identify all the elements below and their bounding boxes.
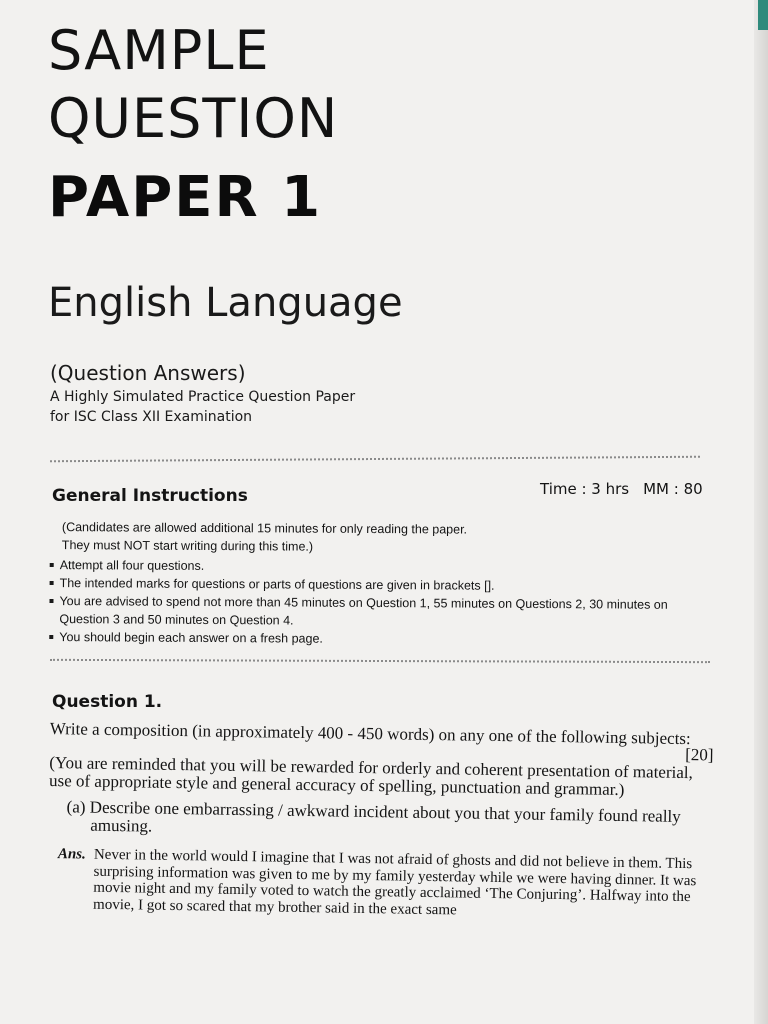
list-item: You should begin each answer on a fresh page. bbox=[47, 628, 687, 650]
title-line-2: QUESTION bbox=[48, 87, 339, 150]
divider-top bbox=[50, 456, 700, 463]
question-note: (You are reminded that you will be rewarded for orderly and coherent presentation of material, use of appropriate style and general accuracy of spelling, punctuation and grammar.) bbox=[48, 752, 693, 800]
instructions-block bbox=[47, 518, 688, 650]
note-line-1: (Candidates are allowed additional 15 minutes for only reading the paper. bbox=[61, 520, 468, 537]
title-line-3: PAPER 1 bbox=[48, 165, 323, 230]
time-and-marks bbox=[540, 480, 703, 498]
question-marks: [20] bbox=[685, 744, 714, 765]
instructions-list bbox=[47, 556, 688, 650]
question-prompt: Write a composition (in approximately 400 - 450 words) on any one of the following subjects: bbox=[49, 719, 691, 749]
list-item: Attempt all four questions. bbox=[48, 556, 688, 578]
description-line-1: A Highly Simulated Practice Question Paper bbox=[50, 389, 356, 405]
page-edge bbox=[754, 0, 768, 1024]
max-marks: MM : 80 bbox=[643, 480, 703, 498]
reading-time-note bbox=[48, 518, 688, 558]
page-corner bbox=[758, 0, 768, 30]
question-heading: Question 1. bbox=[52, 692, 163, 712]
question-body bbox=[47, 720, 714, 922]
general-instructions-heading: General Instructions bbox=[52, 486, 248, 506]
divider-bottom bbox=[50, 659, 710, 663]
list-item: The intended marks for questions or parts of questions are given in brackets []. bbox=[48, 574, 688, 596]
note-line-2: They must NOT start writing during this time.) bbox=[61, 538, 314, 554]
list-item: You are advised to spend not more than 45 minutes on Question 1, 55 minutes on Questions 2, 30 minutes on Question 3 and 50 minutes on Question 4. bbox=[47, 592, 687, 632]
answer bbox=[47, 846, 712, 922]
title-line-1: SAMPLE bbox=[48, 19, 270, 82]
subject-title: English Language bbox=[48, 280, 403, 326]
answer-label: Ans. bbox=[57, 846, 86, 863]
option-a: (a) Describe one embarrassing / awkward incident about you that your family found really amusing. bbox=[66, 797, 681, 836]
subtitle: (Question Answers) bbox=[50, 361, 246, 385]
time-allowed: Time : 3 hrs bbox=[540, 480, 630, 498]
description-line-2: for ISC Class XII Examination bbox=[50, 409, 253, 425]
answer-text: Never in the world would I imagine that I was not afraid of ghosts and did not believe in them. This surprising information was given to me by my family yesterday while we were having dinner. It was movie night and my family voted to watch the greatly acclaimed ‘The Conjuring’. Halfway into the movie, I got so scared that my brother said in the exact same bbox=[92, 846, 697, 918]
